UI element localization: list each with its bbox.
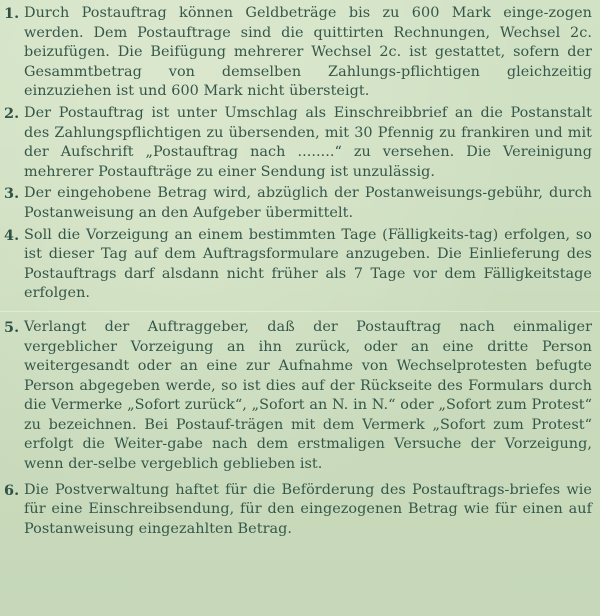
- paragraph-5: [4, 318, 592, 475]
- paragraph-number: 5.: [4, 318, 20, 336]
- paragraph-number: 4.: [4, 226, 20, 244]
- paragraph-2: [4, 104, 592, 182]
- paragraph-text: Verlangt der Auftraggeber, daß der Postauftrag nach einmaliger vergeblicher Vorzeigung an ihn zurück, oder an eine dritte Person weitergesandt oder an eine zur Aufnahme von Wechselprotesten befugte Person abgegeben werde, so ist dies auf der Rückseite des Formulars durch die Vermerke „Sofort zurück“, „Sofort an N. in N.“ oder „Sofort zum Protest“ zu bezeichnen. Bei Postauf-trägen mit dem Vermerk „Sofort zum Protest“ erfolgt die Weiter-gabe nach dem erstmaligen Versuche der Vorzeigung, wenn der-selbe vergeblich geblieben ist.: [24, 318, 592, 473]
- paragraph-6: [4, 481, 592, 540]
- paragraph-number: 3.: [4, 185, 20, 203]
- paragraph-text: Die Postverwaltung haftet für die Beförderung des Postauftrags-briefes wie für eine Einschreibsendung, für den eingezogenen Betrag wie für einen auf Postanweisung eingezahlten Betrag.: [24, 481, 592, 537]
- paragraph-4: [4, 226, 592, 304]
- paragraph-number: 2.: [4, 104, 20, 122]
- paper-fold-line: [0, 311, 600, 312]
- paragraph-number: 1.: [4, 5, 20, 22]
- paragraph-3: [4, 184, 592, 223]
- paragraph-text: Durch Postauftrag können Geldbeträge bis zu 600 Mark einge-zogen werden. Dem Postauftrage sind die quittirten Rechnungen, Wechsel 2c. beizufügen. Die Beifügung mehrerer Wechsel 2c. ist gestattet, sofern der Gesammtbetrag von demselben Zahlungs-pflichtigen gleichzeitig einzuziehen ist und 600 Mark nicht übersteigt.: [24, 5, 592, 100]
- paragraph-1: [4, 4, 592, 102]
- paragraph-text: Der eingehobene Betrag wird, abzüglich der Postanweisungs-gebühr, durch Postanweisung an den Aufgeber übermittelt.: [24, 185, 592, 221]
- paragraph-number: 6.: [4, 481, 20, 499]
- paragraph-text: Soll die Vorzeigung an einem bestimmten Tage (Fälligkeits-tag) erfolgen, so ist dieser Tag auf dem Auftragsformulare anzugeben. Die Einlieferung des Postauftrags darf alsdann nicht früher als 7 Tage vor dem Fälligkeitstage erfolgen.: [24, 226, 592, 302]
- paragraph-text: Der Postauftrag ist unter Umschlag als Einschreibbrief an die Postanstalt des Zahlungspflichtigen zu übersenden, mit 30 Pfennig zu frankiren und mit der Aufschrift „Postauftrag nach ........“ zu versehen. Die Vereinigung mehrerer Postaufträge zu einer Sendung ist unzulässig.: [24, 104, 592, 180]
